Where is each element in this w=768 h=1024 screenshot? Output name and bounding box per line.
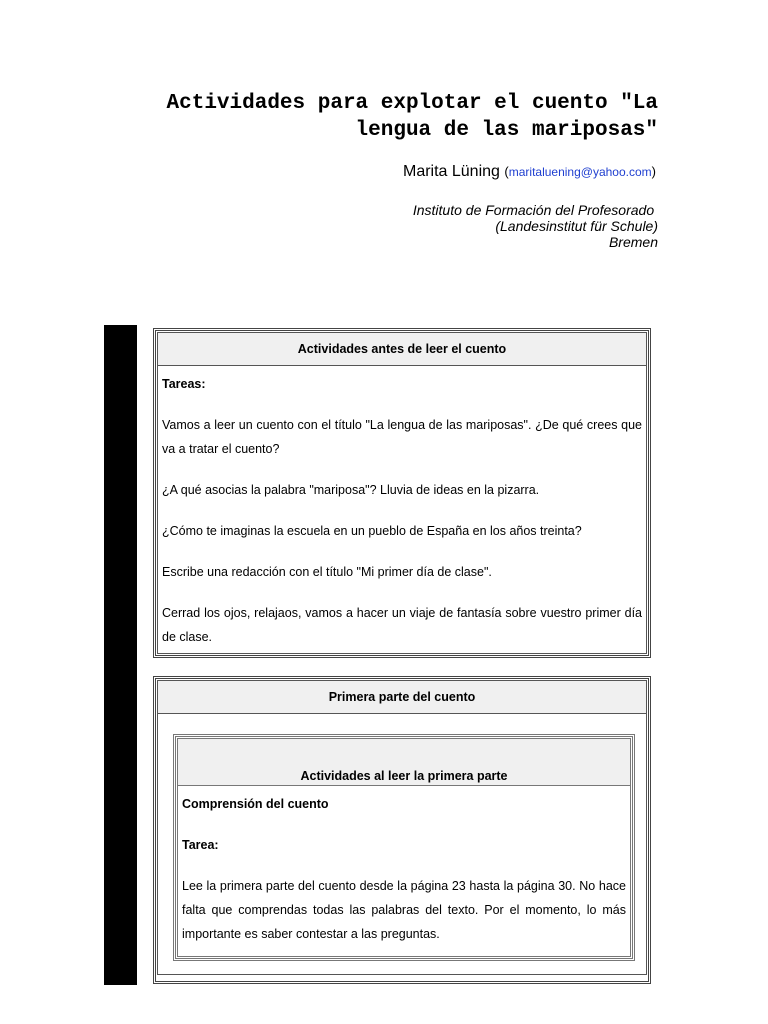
comprehension-subheading: Comprensión del cuento bbox=[182, 797, 329, 811]
inner-box-reading-activities bbox=[173, 734, 635, 961]
side-black-bar bbox=[104, 325, 137, 985]
tasks-label: Tareas: bbox=[162, 377, 206, 391]
author-name: Marita Lüning bbox=[402, 163, 500, 180]
box-first-part bbox=[153, 676, 651, 984]
document-title bbox=[100, 90, 658, 144]
box-first-part-heading: Primera parte del cuento bbox=[157, 680, 647, 714]
task-paragraph: ¿A qué asocias la palabra "mariposa"? Lluvia de ideas en la pizarra. bbox=[162, 483, 540, 497]
paren-close: ) bbox=[651, 164, 656, 179]
task-label: Tarea: bbox=[182, 838, 219, 852]
title-line-1: Actividades para explotar el cuento "La bbox=[166, 92, 658, 115]
inner-box-heading: Actividades al leer la primera parte bbox=[177, 738, 631, 786]
task-paragraph: Cerrad los ojos, relajaos, vamos a hacer un viaje de fantasía sobre vuestro primer día de clase. bbox=[162, 606, 642, 644]
title-line-2: lengua de las mariposas" bbox=[355, 119, 658, 142]
institute-line-3: Bremen bbox=[608, 234, 658, 250]
box-before-reading bbox=[153, 328, 651, 658]
author-email-link[interactable]: maritaluening@yahoo.com bbox=[508, 165, 652, 179]
inner-task-paragraph: Lee la primera parte del cuento desde la página 23 hasta la página 30. No hace falta que comprendas todas las palabras del texto. Por el momento, lo más importante es saber contestar a las preguntas. bbox=[182, 879, 626, 941]
paren-open: ( bbox=[504, 164, 509, 179]
institute-block bbox=[300, 202, 658, 250]
inner-box-body bbox=[177, 786, 631, 957]
institute-line-1: Instituto de Formación del Profesorado bbox=[412, 202, 658, 218]
box-before-reading-body bbox=[157, 366, 647, 654]
task-paragraph: Escribe una redacción con el título "Mi primer día de clase". bbox=[162, 565, 492, 579]
author-line bbox=[300, 163, 656, 181]
box-before-reading-heading: Actividades antes de leer el cuento bbox=[157, 332, 647, 366]
box-first-part-body bbox=[157, 714, 647, 975]
institute-line-2: (Landesinstitut für Schule) bbox=[495, 218, 658, 234]
task-paragraph: Vamos a leer un cuento con el título "La lengua de las mariposas". ¿De qué crees que va a tratar el cuento? bbox=[162, 418, 642, 456]
task-paragraph: ¿Cómo te imaginas la escuela en un pueblo de España en los años treinta? bbox=[162, 524, 582, 538]
